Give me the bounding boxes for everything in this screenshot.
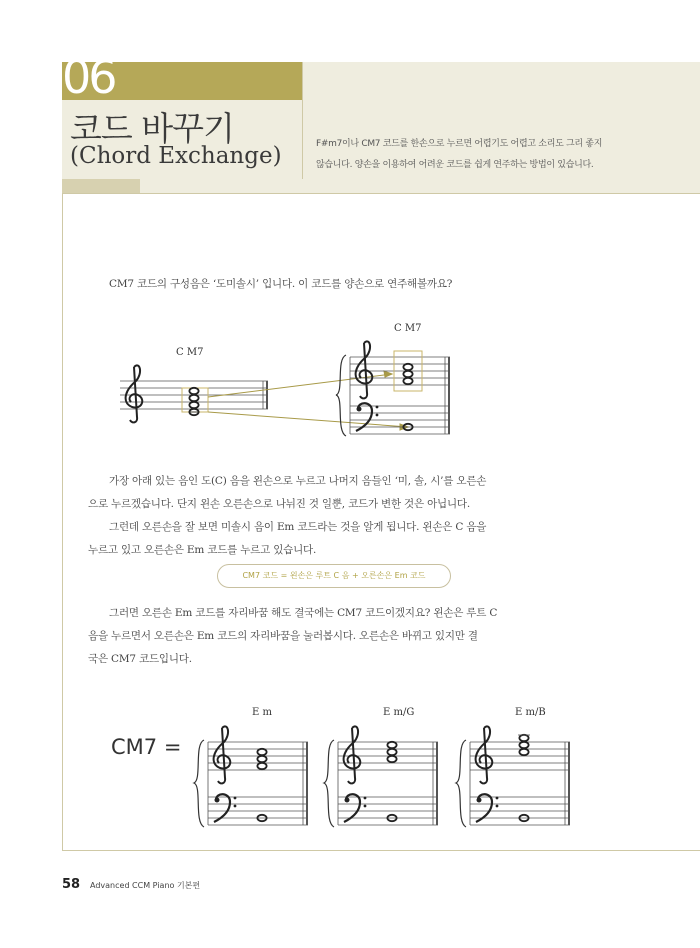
figure-inversions [190,700,590,830]
paragraph-1: CM7 코드의 구성음은 ‘도미솔시’ 입니다. 이 코드를 양손으로 연주해볼까요? [109,278,453,290]
paragraph-4-line-3: 국은 CM7 코드입니다. [88,653,192,665]
book-title: Advanced CCM Piano 기본편 [90,881,201,890]
paragraph-4-line-1: 그러면 오른손 Em 코드를 자리바꿈 해도 결국에는 CM7 코드이겠지요? 왼손은 루트 C [109,607,498,619]
formula-pill-text: CM7 코드 = 왼손은 루트 C 음 + 오른손은 Em 코드 [242,571,426,580]
page-number: 58 [62,877,81,892]
grand-staff [336,355,450,436]
chord-label-em-b: E m/B [515,707,546,718]
chord-notes-single [182,388,208,415]
grand-staff-em-g [324,726,438,827]
treble-clef-icon [126,365,143,422]
section-number: 06 [62,50,115,104]
chord-label-em-g: E m/G [383,707,415,718]
chord-label-grand: C M7 [394,323,422,334]
header-bottom-accent [62,179,140,194]
chord-label-single: C M7 [176,347,204,358]
intro-line-2: 않습니다. 양손을 이용하여 어려운 코드를 쉽게 연주하는 방법이 있습니다. [316,160,594,170]
grand-staff-em [194,726,308,827]
intro-line-1: F#m7이나 CM7 코드를 한손으로 누르면 어렵기도 어렵고 소리도 그리 좋지 [316,139,603,149]
arrows [208,371,408,430]
chord-label-em: E m [252,707,272,718]
paragraph-2-line-2: 으로 누르겠습니다. 단지 왼손 오른손으로 나뉘진 것 일뿐, 코드가 변한 것은 아닙니다. [88,498,470,510]
paragraph-3-line-2: 누르고 있고 오른손은 Em 코드를 누르고 있습니다. [88,544,317,556]
cm7-equation: CM7 = [111,735,182,759]
paragraph-2-line-1: 가장 아래 있는 음인 도(C) 음을 왼손으로 누르고 나머지 음들인 ‘미, 솔, 시’를 오른손 [109,475,487,487]
header-bottom-strip [140,179,700,194]
treble-clef-icon [356,341,373,398]
paragraph-3-line-1: 그런데 오른손을 잘 보면 미솔시 음이 Em 코드라는 것을 알게 됩니다. 왼손은 C 음을 [109,521,487,533]
header-divider [302,62,303,194]
grand-staff-em-b [456,726,570,827]
figure-cm7-split [110,315,470,445]
section-title-english: (Chord Exchange) [70,143,282,169]
section-title-korean: 코드 바꾸기 [70,109,234,148]
paragraph-4-line-2: 음을 누르면서 오른손은 Em 코드의 자리바꿈을 눌러봅시다. 오른손은 바뀌고 있지만 결 [88,630,478,642]
